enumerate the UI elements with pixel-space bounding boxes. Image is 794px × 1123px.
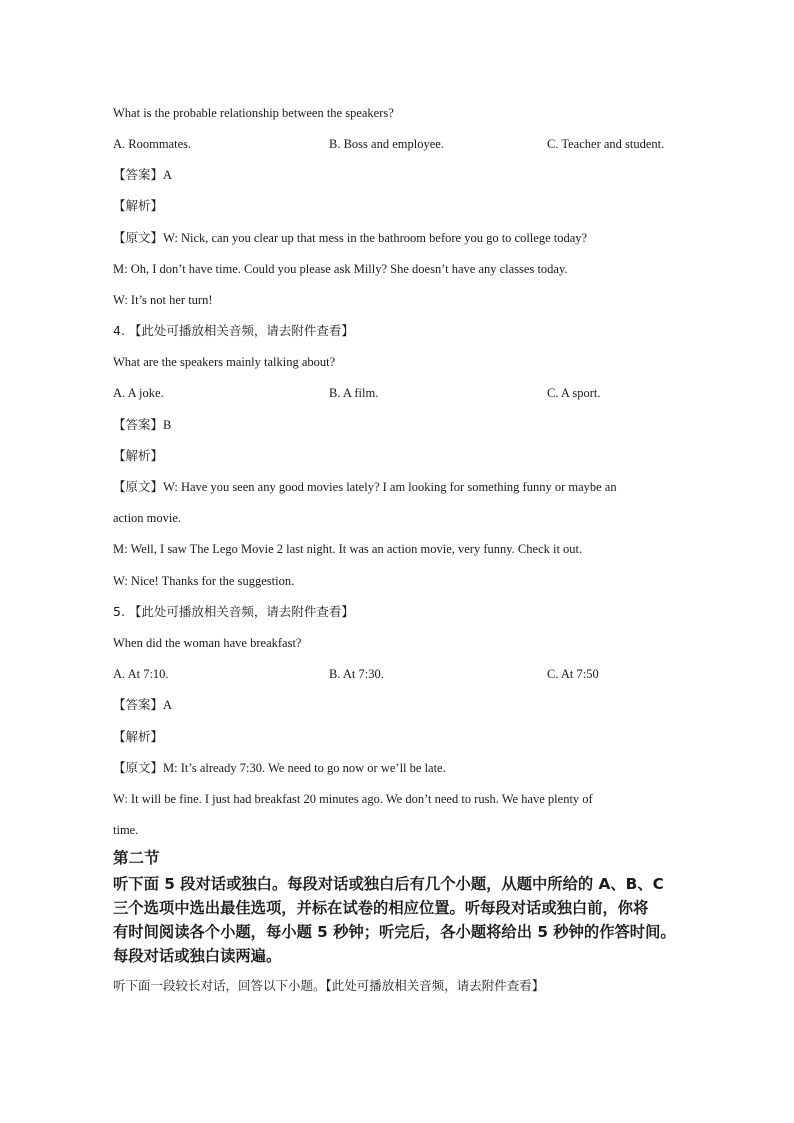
analysis-tag: 【解析】 <box>113 448 164 463</box>
analysis-tag: 【解析】 <box>113 198 164 213</box>
transcript-line: action movie. <box>113 511 182 525</box>
transcript-line: M: Well, I saw The Lego Movie 2 last night. It was an action movie, very funny. Check it out. <box>113 542 583 556</box>
instruction-line: 有时间阅读各个小题，每小题 5 秒钟；听完后，各小题将给出 5 秒钟的作答时间。 <box>113 923 676 941</box>
question-text: What are the speakers mainly talking about? <box>113 355 336 369</box>
transcript-tag: 【原文】 <box>113 479 164 494</box>
answer-line <box>113 417 171 433</box>
transcript-line: W: Nice! Thanks for the suggestion. <box>113 574 295 588</box>
question-text: What is the probable relationship between the speakers? <box>113 106 394 120</box>
question-text: When did the woman have breakfast? <box>113 636 302 650</box>
option-b: B. A film. <box>329 386 379 400</box>
listening-intro: 听下面一段较长对话，回答以下小题。【此处可播放相关音频，请去附件查看】 <box>113 978 545 993</box>
option-c: C. Teacher and student. <box>547 137 665 151</box>
option-c: C. A sport. <box>547 386 601 400</box>
answer-tag: 【答案】 <box>113 167 164 182</box>
transcript-text: M: It’s already 7:30. We need to go now or we’ll be late. <box>163 761 446 775</box>
answer-line <box>113 697 172 713</box>
options-row <box>113 666 693 682</box>
instruction-line: 每段对话或独白读两遍。 <box>113 947 282 965</box>
section-heading: 第二节 <box>113 849 160 867</box>
options-row <box>113 385 693 401</box>
analysis-tag: 【解析】 <box>113 729 164 744</box>
transcript-line <box>113 760 446 776</box>
question-number-line: 4. 【此处可播放相关音频，请去附件查看】 <box>113 323 354 338</box>
transcript-line: W: It’s not her turn! <box>113 293 213 307</box>
transcript-line <box>113 479 617 495</box>
option-a: A. Roommates. <box>113 137 192 151</box>
transcript-line: time. <box>113 823 139 837</box>
answer-tag: 【答案】 <box>113 697 164 712</box>
section-instructions <box>113 872 688 968</box>
instruction-line: 三个选项中选出最佳选项，并标在试卷的相应位置。听每段对话或独白前，你将 <box>113 899 649 917</box>
question-number-line: 5. 【此处可播放相关音频，请去附件查看】 <box>113 604 354 619</box>
transcript-line: W: It will be fine. I just had breakfast 20 minutes ago. We don’t need to rush. We have plenty of <box>113 792 593 806</box>
options-row <box>113 136 693 152</box>
answer-value: B <box>163 418 172 432</box>
answer-value: A <box>163 698 173 712</box>
option-b: B. Boss and employee. <box>329 137 444 151</box>
option-a: A. At 7:10. <box>113 667 169 681</box>
option-c: C. At 7:50 <box>547 667 599 681</box>
transcript-tag: 【原文】 <box>113 760 164 775</box>
transcript-tag: 【原文】 <box>113 230 164 245</box>
answer-tag: 【答案】 <box>113 417 164 432</box>
option-b: B. At 7:30. <box>329 667 384 681</box>
answer-value: A <box>163 168 173 182</box>
option-a: A. A joke. <box>113 386 164 400</box>
transcript-line: M: Oh, I don’t have time. Could you please ask Milly? She doesn’t have any classes today. <box>113 262 568 276</box>
transcript-text: W: Have you seen any good movies lately? I am looking for something funny or maybe an <box>163 480 617 494</box>
transcript-line <box>113 230 587 246</box>
transcript-text: W: Nick, can you clear up that mess in the bathroom before you go to college today? <box>163 231 588 245</box>
instruction-line: 听下面 5 段对话或独白。每段对话或独白后有几个小题，从题中所给的 A、B、C <box>113 875 664 893</box>
answer-line <box>113 167 172 183</box>
